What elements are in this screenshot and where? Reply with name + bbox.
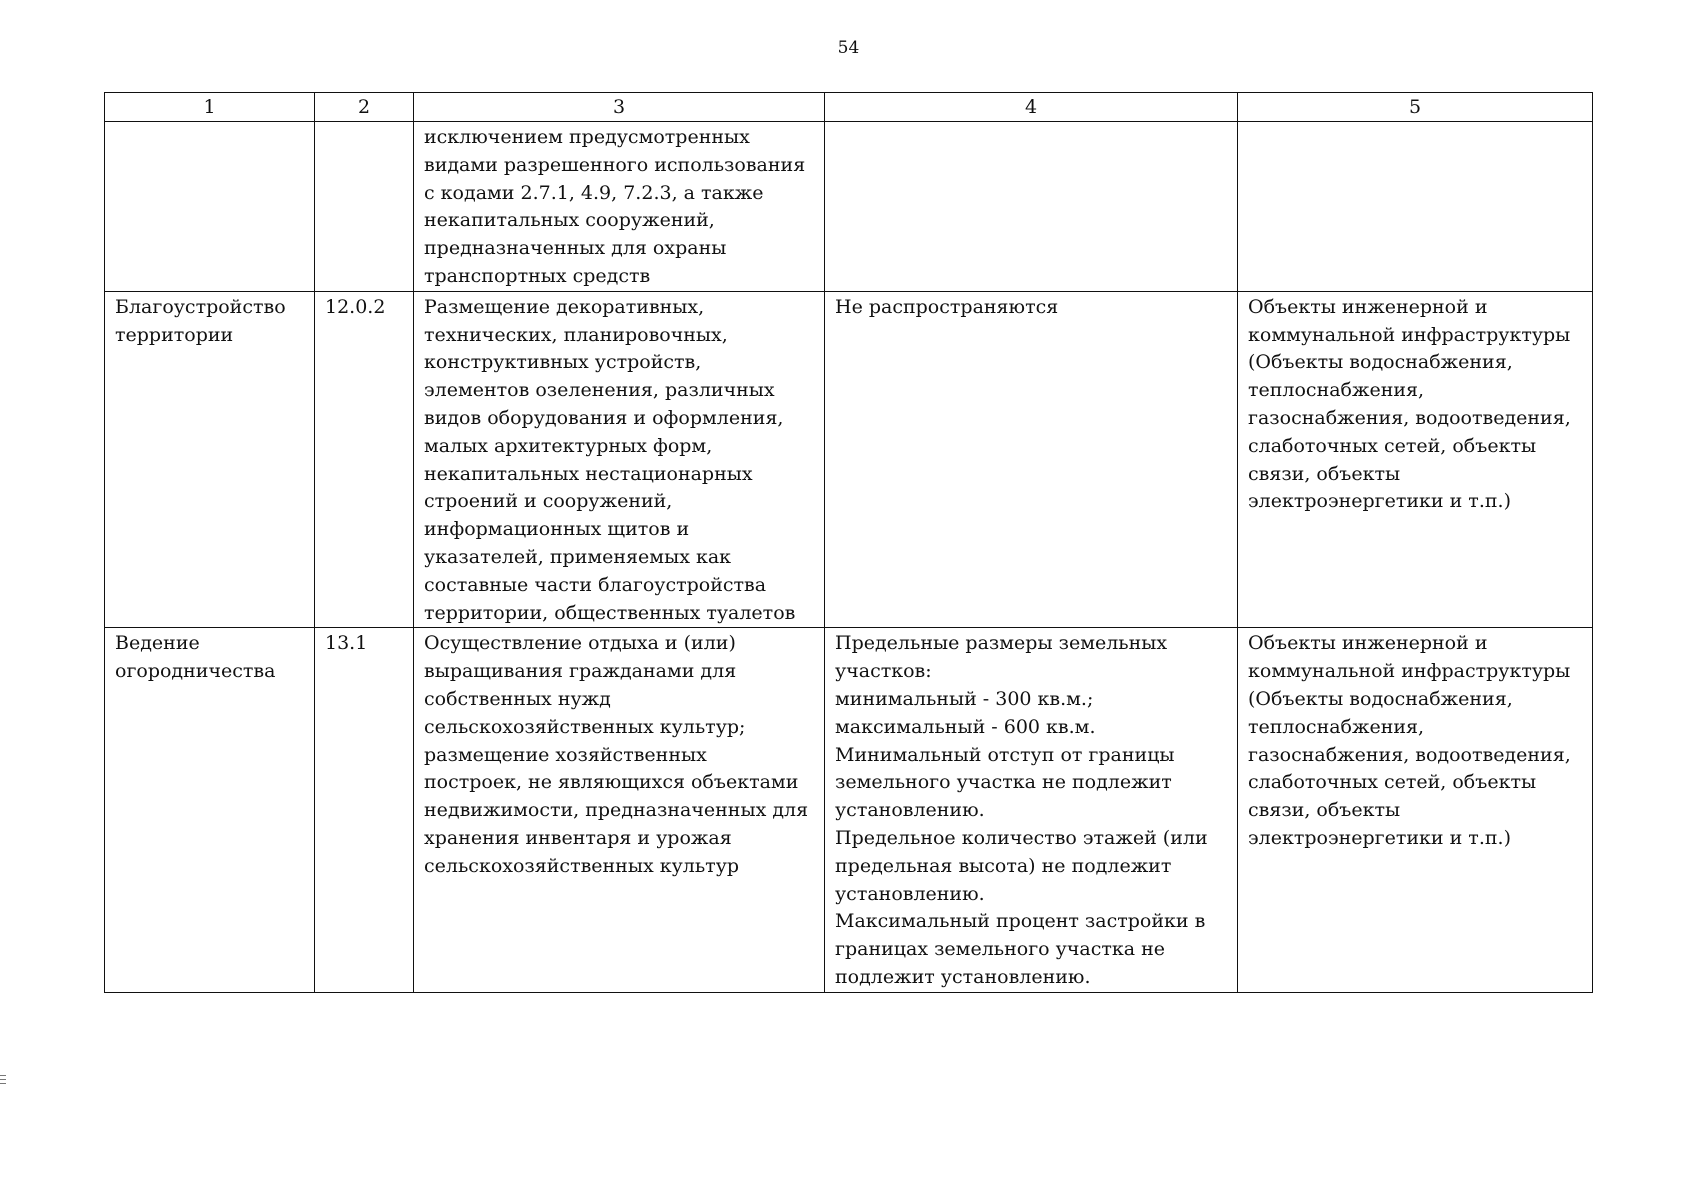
cell-text-line: Размещение декоративных, (424, 295, 705, 318)
table-cell-col4 (825, 291, 1238, 628)
cell-text-line: теплоснабжения, (1248, 715, 1425, 738)
cell-text-line: коммунальной инфраструктуры (1248, 660, 1571, 683)
cell-text-line: выращивания гражданами для (424, 660, 737, 683)
cell-text-line: составные части благоустройства (424, 573, 767, 596)
cell-text-line: газоснабжения, водоотведения, (1248, 406, 1571, 429)
table-cell-col2 (315, 628, 414, 992)
cell-text-line: границах земельного участка не (835, 938, 1166, 961)
cell-text-line: Благоустройство (115, 295, 286, 318)
cell-text-line: транспортных средств (424, 264, 651, 287)
cell-text-line: элементов озеленения, различных (424, 379, 775, 402)
table-cell-col4 (825, 122, 1238, 292)
cell-text-line: подлежит установлению. (835, 965, 1091, 988)
cell-text-line: видов оборудования и оформления, (424, 406, 784, 429)
scan-edge-mark-left (0, 1075, 6, 1076)
cell-text-line: участков: (835, 660, 932, 683)
table-cell-col4 (825, 628, 1238, 992)
document-table (104, 92, 1593, 993)
page-number: 54 (837, 38, 860, 58)
cell-text-line: сельскохозяйственных культур (424, 854, 740, 877)
table-cell-col1 (105, 628, 315, 992)
table-cell-col5 (1238, 628, 1593, 992)
cell-text-line: установлению. (835, 799, 985, 822)
cell-text-line: Максимальный процент застройки в (835, 910, 1206, 933)
cell-text-line: предельная высота) не подлежит (835, 854, 1172, 877)
cell-text-line: установлению. (835, 882, 985, 905)
cell-text-line: предназначенных для охраны (424, 237, 727, 260)
cell-text-line: связи, объекты (1248, 799, 1401, 822)
cell-text-line: (Объекты водоснабжения, (1248, 351, 1513, 374)
cell-text-line: хранения инвентаря и урожая (424, 826, 732, 849)
cell-text-line: Осуществление отдыха и (или) (424, 632, 736, 655)
column-header-1: 1 (105, 93, 315, 122)
scan-edge-mark-left (0, 1079, 6, 1080)
cell-text-line: газоснабжения, водоотведения, (1248, 743, 1571, 766)
column-header-2: 2 (315, 93, 414, 122)
scan-edge-mark-left (0, 1083, 6, 1084)
cell-text-line: сельскохозяйственных культур; (424, 715, 746, 738)
cell-text-line: недвижимости, предназначенных для (424, 799, 809, 822)
table-cell-col5 (1238, 291, 1593, 628)
column-header-4: 4 (825, 93, 1238, 122)
table-cell-col2 (315, 291, 414, 628)
cell-text-line: теплоснабжения, (1248, 379, 1425, 402)
cell-text-line: территории (115, 323, 234, 346)
cell-text-line: 13.1 (325, 632, 368, 655)
table-cell-col1 (105, 122, 315, 292)
cell-text-line: некапитальных нестационарных (424, 462, 753, 485)
cell-text-line: огородничества (115, 660, 276, 683)
table-row (105, 628, 1593, 992)
cell-text-line: максимальный - 600 кв.м. (835, 715, 1096, 738)
column-header-5: 5 (1238, 93, 1593, 122)
cell-text-line: электроэнергетики и т.п.) (1248, 826, 1511, 849)
cell-text-line: некапитальных сооружений, (424, 209, 715, 232)
cell-text-line: построек, не являющихся объектами (424, 771, 799, 794)
table-cell-col2 (315, 122, 414, 292)
cell-text-line: технических, планировочных, (424, 323, 728, 346)
cell-text-line: размещение хозяйственных (424, 743, 707, 766)
table-cell-col3 (414, 291, 825, 628)
table-header-row (105, 93, 1593, 122)
cell-text-line: Предельные размеры земельных (835, 632, 1168, 655)
table-row (105, 122, 1593, 292)
table-row (105, 291, 1593, 628)
cell-text-line: Предельное количество этажей (или (835, 826, 1208, 849)
cell-text-line: слаботочных сетей, объекты (1248, 771, 1537, 794)
column-header-3: 3 (414, 93, 825, 122)
table-cell-col5 (1238, 122, 1593, 292)
cell-text-line: собственных нужд (424, 687, 611, 710)
cell-text-line: земельного участка не подлежит (835, 771, 1172, 794)
cell-text-line: слаботочных сетей, объекты (1248, 434, 1537, 457)
cell-text-line: 12.0.2 (325, 295, 386, 318)
cell-text-line: с кодами 2.7.1, 4.9, 7.2.3, а также (424, 181, 764, 204)
cell-text-line: Ведение (115, 632, 200, 655)
table-cell-col3 (414, 122, 825, 292)
cell-text-line: электроэнергетики и т.п.) (1248, 490, 1511, 513)
cell-text-line: видами разрешенного использования (424, 153, 806, 176)
cell-text-line: указателей, применяемых как (424, 545, 732, 568)
cell-text-line: Объекты инженерной и (1248, 295, 1488, 318)
table-cell-col3 (414, 628, 825, 992)
cell-text-line: строений и сооружений, (424, 490, 673, 513)
table-cell-col1 (105, 291, 315, 628)
cell-text-line: минимальный - 300 кв.м.; (835, 687, 1094, 710)
cell-text-line: связи, объекты (1248, 462, 1401, 485)
cell-text-line: коммунальной инфраструктуры (1248, 323, 1571, 346)
cell-text-line: исключением предусмотренных (424, 126, 750, 148)
cell-text-line: информационных щитов и (424, 518, 690, 541)
cell-text-line: Не распространяются (835, 295, 1059, 318)
cell-text-line: конструктивных устройств, (424, 351, 702, 374)
cell-text-line: (Объекты водоснабжения, (1248, 687, 1513, 710)
cell-text-line: территории, общественных туалетов (424, 601, 796, 624)
cell-text-line: Объекты инженерной и (1248, 632, 1488, 655)
cell-text-line: Минимальный отступ от границы (835, 743, 1175, 766)
cell-text-line: малых архитектурных форм, (424, 434, 713, 457)
